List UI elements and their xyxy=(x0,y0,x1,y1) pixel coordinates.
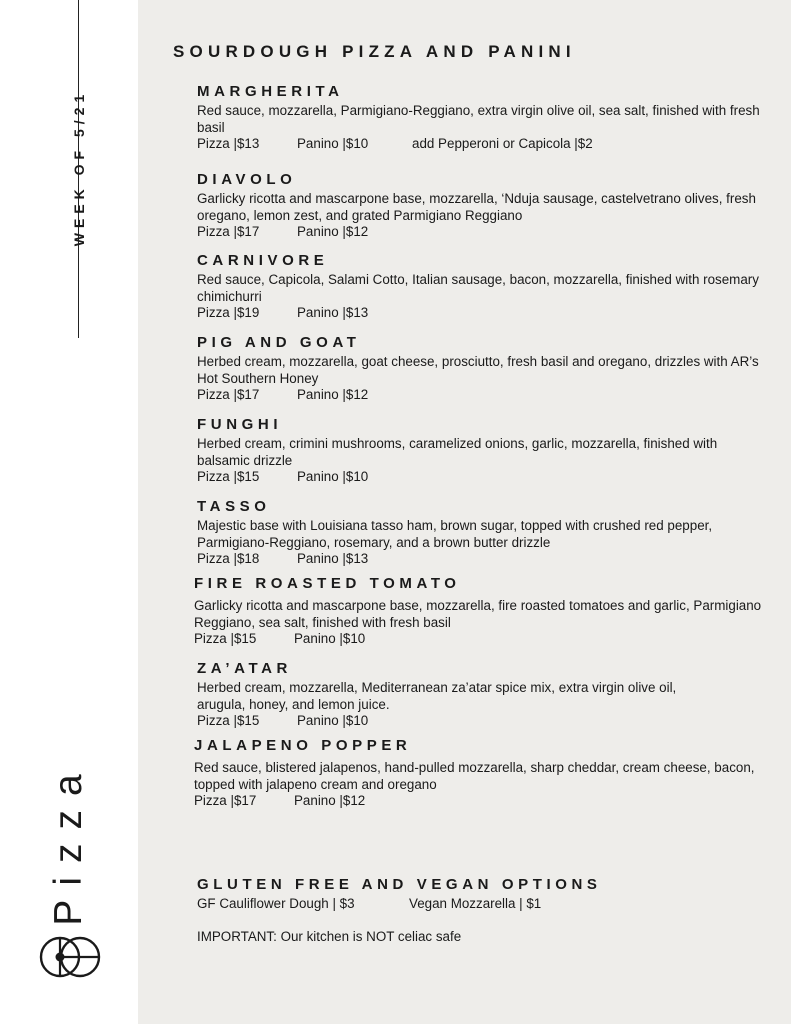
item-name: MARGHERITA xyxy=(197,83,344,100)
item-prices xyxy=(197,224,767,241)
pizza-price: Pizza |$13 xyxy=(197,136,260,151)
menu-item-carnivore xyxy=(197,251,767,322)
item-prices xyxy=(197,713,767,730)
panino-price: Panino |$10 xyxy=(297,713,369,728)
item-prices xyxy=(197,551,767,568)
panino-price: Panino |$10 xyxy=(297,136,369,151)
vegan-mozzarella-option: Vegan Mozzarella | $1 xyxy=(409,896,542,911)
pizza-price: Pizza |$17 xyxy=(194,793,257,808)
item-name: DIAVOLO xyxy=(197,171,297,188)
menu-item-pig-and-goat xyxy=(197,333,767,404)
panino-price: Panino |$10 xyxy=(297,469,369,484)
item-name: ZA’ATAR xyxy=(197,660,292,677)
pizza-price: Pizza |$17 xyxy=(197,387,260,402)
item-prices xyxy=(197,305,767,322)
panino-price: Panino |$12 xyxy=(297,224,369,239)
item-description: Red sauce, mozzarella, Parmigiano-Reggiano, extra virgin olive oil, sea salt, finished with fresh basil xyxy=(197,103,760,135)
page-title: SOURDOUGH PIZZA AND PANINI xyxy=(173,42,576,61)
item-name: FIRE ROASTED TOMATO xyxy=(194,575,461,592)
item-prices xyxy=(194,631,764,648)
pizza-price: Pizza |$19 xyxy=(197,305,260,320)
item-description: Herbed cream, mozzarella, goat cheese, prosciutto, fresh basil and oregano, drizzles with AR’s Hot Southern Honey xyxy=(197,354,759,386)
item-name: JALAPENO POPPER xyxy=(194,737,412,754)
gf-dough-option: GF Cauliflower Dough | $3 xyxy=(197,896,355,911)
item-description: Majestic base with Louisiana tasso ham, brown sugar, topped with crushed red pepper, Parmigiano-Reggiano, rosemary, and a brown butter drizzle xyxy=(197,518,713,550)
item-description: Red sauce, blistered jalapenos, hand-pulled mozzarella, sharp cheddar, cream cheese, bacon, topped with jalapeno cream and oregano xyxy=(194,760,755,792)
menu-item-zaatar xyxy=(197,659,767,730)
item-description: Herbed cream, mozzarella, Mediterranean za’atar spice mix, extra virgin olive oil, arugula, honey, and lemon juice. xyxy=(197,680,677,712)
gluten-free-heading: GLUTEN FREE AND VEGAN OPTIONS xyxy=(197,876,602,893)
item-name: PIG AND GOAT xyxy=(197,334,361,351)
addon-price: add Pepperoni or Capicola |$2 xyxy=(412,136,593,151)
item-name: CARNIVORE xyxy=(197,252,329,269)
item-prices xyxy=(197,136,767,153)
panino-price: Panino |$12 xyxy=(297,387,369,402)
menu-item-fire-roasted-tomato xyxy=(194,574,764,648)
panino-price: Panino |$13 xyxy=(297,305,369,320)
celiac-warning: IMPORTANT: Our kitchen is NOT celiac safe xyxy=(197,929,462,944)
gluten-free-options xyxy=(197,896,541,911)
menu-item-jalapeno-popper xyxy=(194,736,764,810)
item-description: Garlicky ricotta and mascarpone base, mozzarella, fire roasted tomatoes and garlic, Parmigiano Reggiano, sea salt, finished with fresh basil xyxy=(194,598,762,630)
menu-item-margherita xyxy=(197,82,767,153)
pizza-price: Pizza |$15 xyxy=(197,713,260,728)
panino-price: Panino |$10 xyxy=(294,631,366,646)
item-prices xyxy=(194,793,764,810)
menu-item-funghi xyxy=(197,415,767,486)
panino-price: Panino |$13 xyxy=(297,551,369,566)
item-name: FUNGHI xyxy=(197,416,283,433)
panino-price: Panino |$12 xyxy=(294,793,366,808)
week-label: WEEK OF 5/21 xyxy=(71,89,87,247)
pizza-price: Pizza |$17 xyxy=(197,224,260,239)
item-description: Garlicky ricotta and mascarpone base, mozzarella, ‘Nduja sausage, castelvetrano olives, fresh oregano, lemon zest, and grated Parmigiano Reggiano xyxy=(197,191,756,223)
sidebar xyxy=(0,0,138,1024)
item-prices xyxy=(197,387,767,404)
pizza-price: Pizza |$15 xyxy=(194,631,257,646)
menu-item-diavolo xyxy=(197,170,767,241)
item-name: TASSO xyxy=(197,498,271,515)
menu-item-tasso xyxy=(197,497,767,568)
pizza-price: Pizza |$15 xyxy=(197,469,260,484)
item-description: Red sauce, Capicola, Salami Cotto, Italian sausage, bacon, mozzarella, finished with rosemary chimichurri xyxy=(197,272,759,304)
interlocking-circles-logo-icon xyxy=(34,924,107,990)
section-label: Pizza xyxy=(47,760,90,926)
pizza-price: Pizza |$18 xyxy=(197,551,260,566)
item-prices xyxy=(197,469,767,486)
item-description: Herbed cream, crimini mushrooms, caramelized onions, garlic, mozzarella, finished with balsamic drizzle xyxy=(197,436,718,468)
